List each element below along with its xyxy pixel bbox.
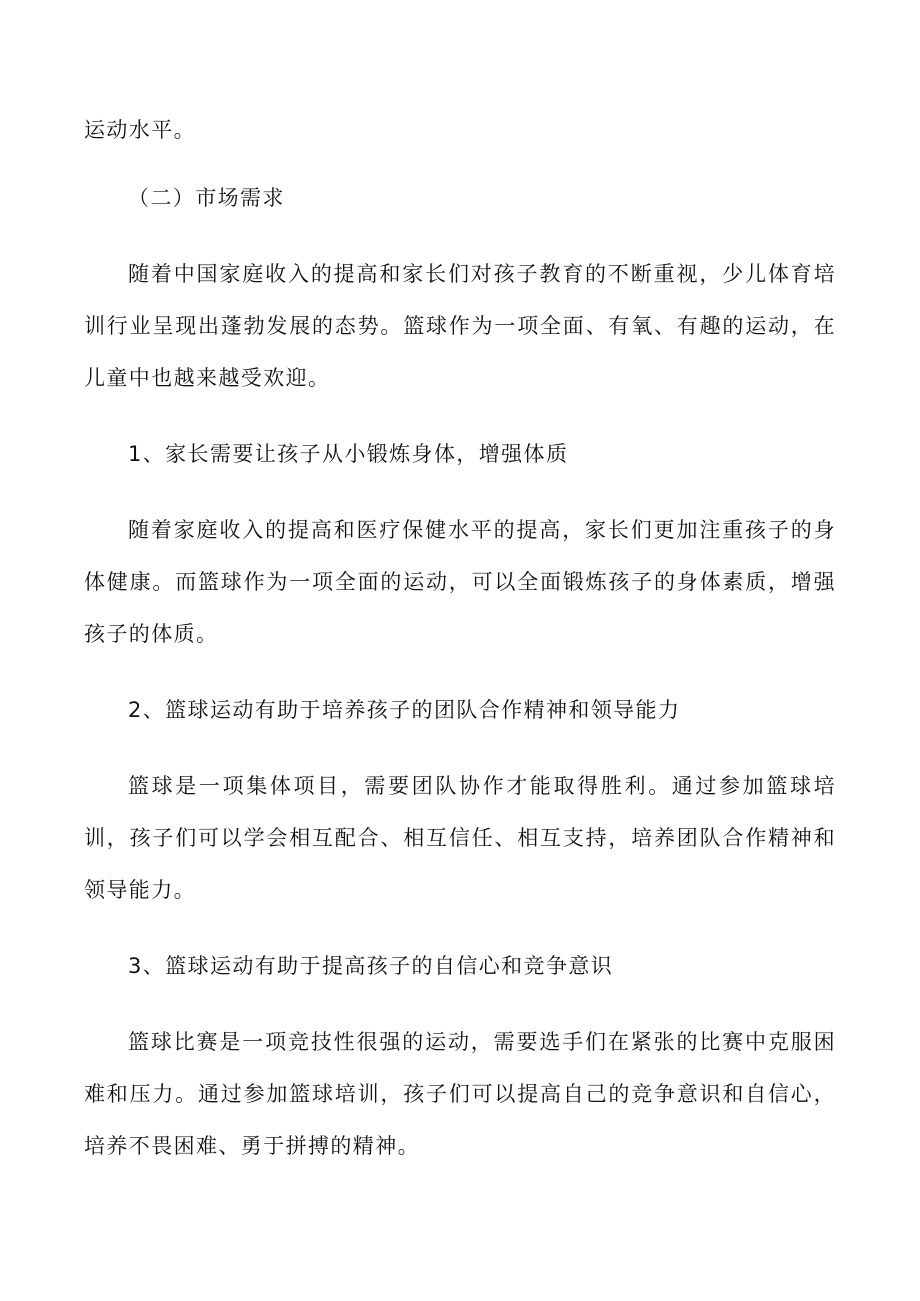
point-1-body: 随着家庭收入的提高和医疗保健水平的提高，家长们更加注重孩子的身体健康。而篮球作为一项全面的运动，可以全面锻炼孩子的身体素质，增强孩子的体质。: [84, 518, 836, 646]
point-1-heading: 1、家长需要让孩子从小锻炼身体，增强体质: [128, 442, 569, 466]
continuation-line: 运动水平。: [84, 118, 196, 142]
point-2-heading: 2、篮球运动有助于培养孩子的团队合作精神和领导能力: [128, 698, 681, 722]
point-2-body: 篮球是一项集体项目，需要团队协作才能取得胜利。通过参加篮球培训，孩子们可以学会相互配合、相互信任、相互支持，培养团队合作精神和领导能力。: [84, 774, 836, 902]
point-3-body: 篮球比赛是一项竞技性很强的运动，需要选手们在紧张的比赛中克服困难和压力。通过参加篮球培训，孩子们可以提高自己的竞争意识和自信心，培养不畏困难、勇于拼搏的精神。: [84, 1030, 836, 1158]
document-body: [84, 104, 836, 1172]
intro-paragraph: 随着中国家庭收入的提高和家长们对孩子教育的不断重视，少儿体育培训行业呈现出蓬勃发展的态势。篮球作为一项全面、有氧、有趣的运动，在儿童中也越来越受欢迎。: [84, 262, 836, 390]
point-3-heading: 3、篮球运动有助于提高孩子的自信心和竞争意识: [128, 954, 614, 978]
section-heading: （二）市场需求: [128, 186, 285, 210]
